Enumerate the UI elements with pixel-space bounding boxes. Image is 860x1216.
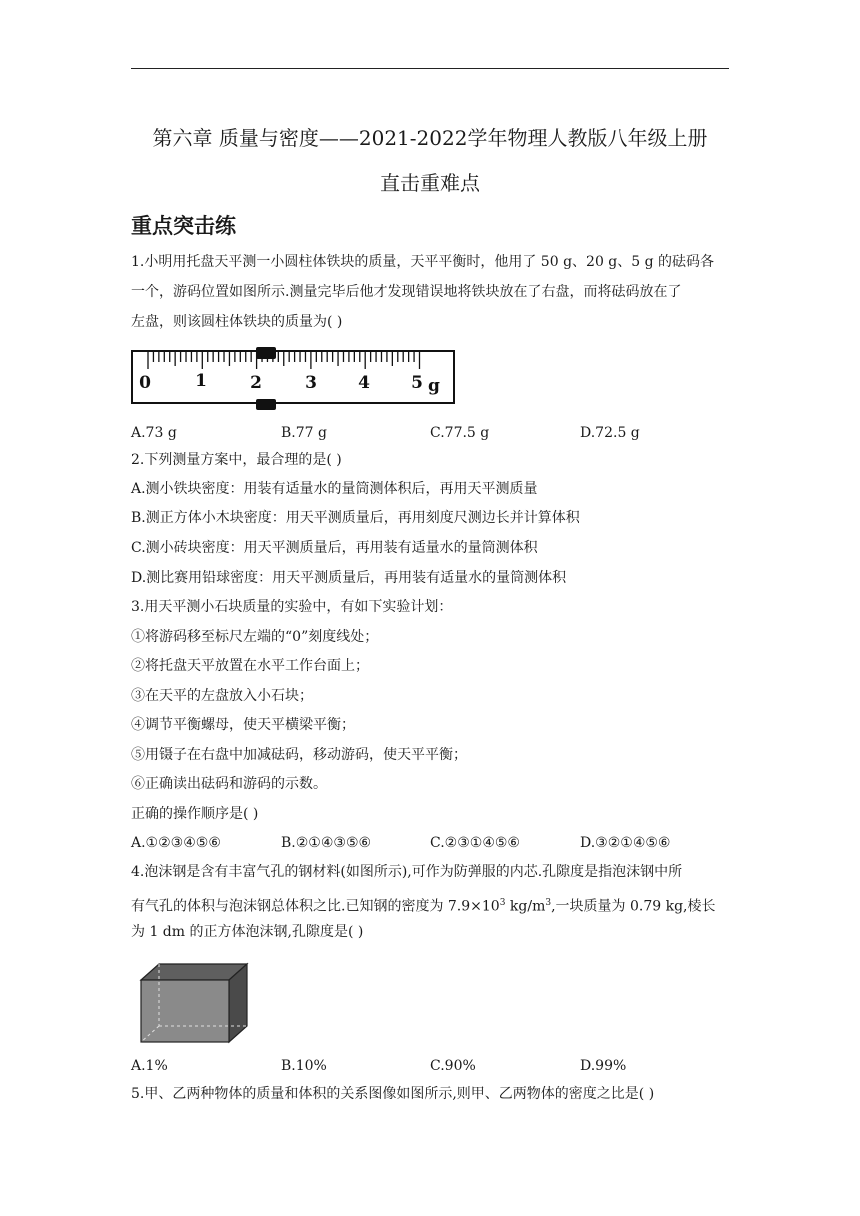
q3-stem: 3.用天平测小石块质量的实验中，有如下实验计划： (131, 599, 453, 615)
q4-option-b: B.10% (281, 1058, 327, 1074)
q3-option-d: D.③②①④⑤⑥ (580, 835, 671, 851)
document-title-line2: 直击重难点 (380, 171, 480, 195)
q4-option-c: C.90% (430, 1058, 476, 1074)
q4-line-2: 有气孔的体积与泡沫钢总体积之比.已知钢的密度为 $7.9\times 10^3$ $kg/m^3$,一块质量为 0.79 kg,棱长 (131, 898, 716, 915)
document-title-line1: 第六章 质量与密度——2021-2022学年物理人教版八年级上册 (152, 126, 708, 150)
scale-label-1: 1 (195, 371, 207, 391)
q4-option-d: D.99% (580, 1058, 627, 1074)
rider-bottom (256, 399, 276, 410)
q2-stem: 2.下列测量方案中，最合理的是( ) (131, 452, 342, 468)
q3-step-3: ③在天平的左盘放入小石块； (131, 688, 313, 704)
q4-line-1: 4.泡沫钢是含有丰富气孔的钢材料(如图所示),可作为防弹服的内芯.孔隙度是指泡沫钢中所 (131, 864, 683, 880)
cube-front-face (141, 980, 229, 1042)
q1-option-d: D.72.5 g (580, 425, 640, 441)
header-rule (131, 68, 729, 69)
q2-option-d: D.测比赛用铅球密度：用天平测质量后，再用装有适量水的量筒测体积 (131, 570, 567, 586)
q4-option-a: A.1% (131, 1058, 168, 1074)
scale-label-5: 5 (411, 373, 423, 393)
q3-ask: 正确的操作顺序是( ) (131, 806, 259, 822)
q3-step-5: ⑤用镊子在右盘中加减砝码，移动游码，使天平平衡； (131, 747, 467, 763)
foam-steel-cube-figure (137, 962, 251, 1044)
q2-option-a: A.测小铁块密度：用装有适量水的量筒测体积后，再用天平测质量 (131, 481, 538, 497)
q3-step-2: ②将托盘天平放置在水平工作台面上； (131, 658, 369, 674)
q1-line-1: 1.小明用托盘天平测一小圆柱体铁块的质量，天平平衡时，他用了 50 g、20 g、5 g 的砝码各 (131, 254, 715, 270)
scale-unit: g (428, 376, 440, 396)
scale-label-2: 2 (250, 373, 262, 393)
scale-label-3: 3 (305, 373, 317, 393)
q1-option-b: B.77 g (281, 425, 327, 441)
q3-option-b: B.②①④③⑤⑥ (281, 835, 372, 851)
q2-option-b: B.测正方体小木块密度：用天平测质量后，再用刻度尺测边长并计算体积 (131, 510, 580, 526)
q1-line-3: 左盘，则该圆柱体铁块的质量为( ) (131, 314, 343, 330)
rider-top (256, 347, 276, 359)
q3-option-c: C.②③①④⑤⑥ (430, 835, 520, 851)
q1-option-c: C.77.5 g (430, 425, 490, 441)
q5-stem: 5.甲、乙两种物体的质量和体积的关系图像如图所示,则甲、乙两物体的密度之比是( ) (131, 1086, 655, 1102)
q3-step-4: ④调节平衡螺母，使天平横梁平衡； (131, 717, 355, 733)
q3-step-1: ①将游码移至标尺左端的“0”刻度线处； (131, 629, 379, 645)
scale-label-0: 0 (139, 373, 151, 393)
q3-option-a: A.①②③④⑤⑥ (131, 835, 221, 851)
q1-line-2: 一个，游码位置如图所示.测量完毕后他才发现错误地将铁块放在了右盘，而将砝码放在了 (131, 284, 682, 300)
q1-option-a: A.73 g (131, 425, 177, 441)
q3-step-6: ⑥正确读出砝码和游码的示数。 (131, 776, 327, 792)
scale-label-4: 4 (358, 373, 370, 393)
q2-option-c: C.测小砖块密度：用天平测质量后，再用装有适量水的量筒测体积 (131, 540, 538, 556)
q4-line-3: 为 1 dm 的正方体泡沫钢,孔隙度是( ) (131, 924, 364, 940)
rider-scale-figure (131, 345, 456, 413)
section-heading: 重点突击练 (131, 214, 236, 238)
